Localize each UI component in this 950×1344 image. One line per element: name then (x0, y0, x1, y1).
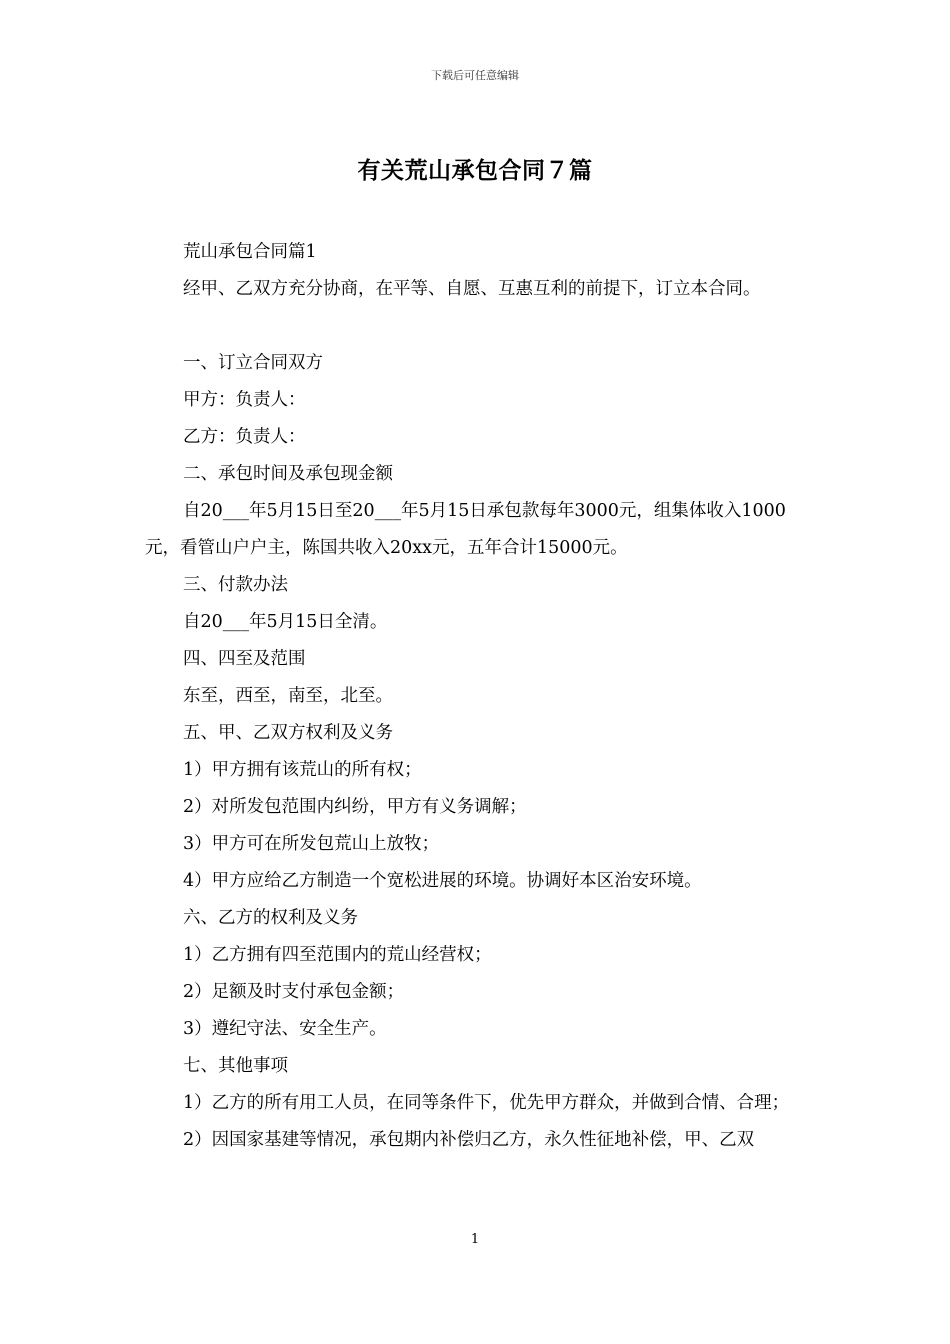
paragraph: 自20___年5月15日至20___年5月15日承包款每年3000元，组集体收入1000元，看管山户户主，陈国共收入20xx元，五年合计15000元。 (145, 501, 786, 558)
list-item: 3）甲方可在所发包荒山上放牧； (183, 834, 440, 854)
paragraph: 东至，西至，南至，北至。 (183, 686, 393, 706)
clause-heading: 五、甲、乙双方权利及义务 (183, 723, 393, 743)
list-item: 1）乙方拥有四至范围内的荒山经营权； (183, 945, 492, 965)
paragraph: 经甲、乙双方充分协商，在平等、自愿、互惠互利的前提下，订立本合同。 (183, 279, 761, 299)
list-item: 4）甲方应给乙方制造一个宽松进展的环境。协调好本区治安环境。 (183, 871, 702, 891)
paragraph: 甲方：负责人： (183, 390, 306, 410)
section-heading: 荒山承包合同篇1 (183, 242, 317, 262)
clause-heading: 二、承包时间及承包现金额 (183, 464, 393, 484)
document-body (145, 234, 810, 1159)
header-note: 下载后可任意编辑 (431, 69, 519, 82)
list-item: 2）对所发包范围内纠纷，甲方有义务调解； (183, 797, 527, 817)
list-item: 3）遵纪守法、安全生产。 (183, 1019, 387, 1039)
clause-heading: 一、订立合同双方 (183, 353, 323, 373)
document-title: 有关荒山承包合同７篇 (357, 158, 593, 184)
list-item: 2）因国家基建等情况，承包期内补偿归乙方，永久性征地补偿，甲、乙双 (183, 1130, 755, 1150)
clause-heading: 三、付款办法 (183, 575, 288, 595)
clause-heading: 四、四至及范围 (183, 649, 306, 669)
paragraph: 乙方：负责人： (183, 427, 306, 447)
paragraph: 自20___年5月15日全清。 (183, 612, 388, 632)
clause-heading: 六、乙方的权利及义务 (183, 908, 358, 928)
list-item: 2）足额及时支付承包金额； (183, 982, 405, 1002)
page-number: 1 (470, 1232, 480, 1247)
clause-heading: 七、其他事项 (183, 1056, 288, 1076)
list-item: 1）乙方的所有用工人员，在同等条件下，优先甲方群众，并做到合情、合理； (183, 1093, 790, 1113)
list-item: 1）甲方拥有该荒山的所有权； (183, 760, 422, 780)
